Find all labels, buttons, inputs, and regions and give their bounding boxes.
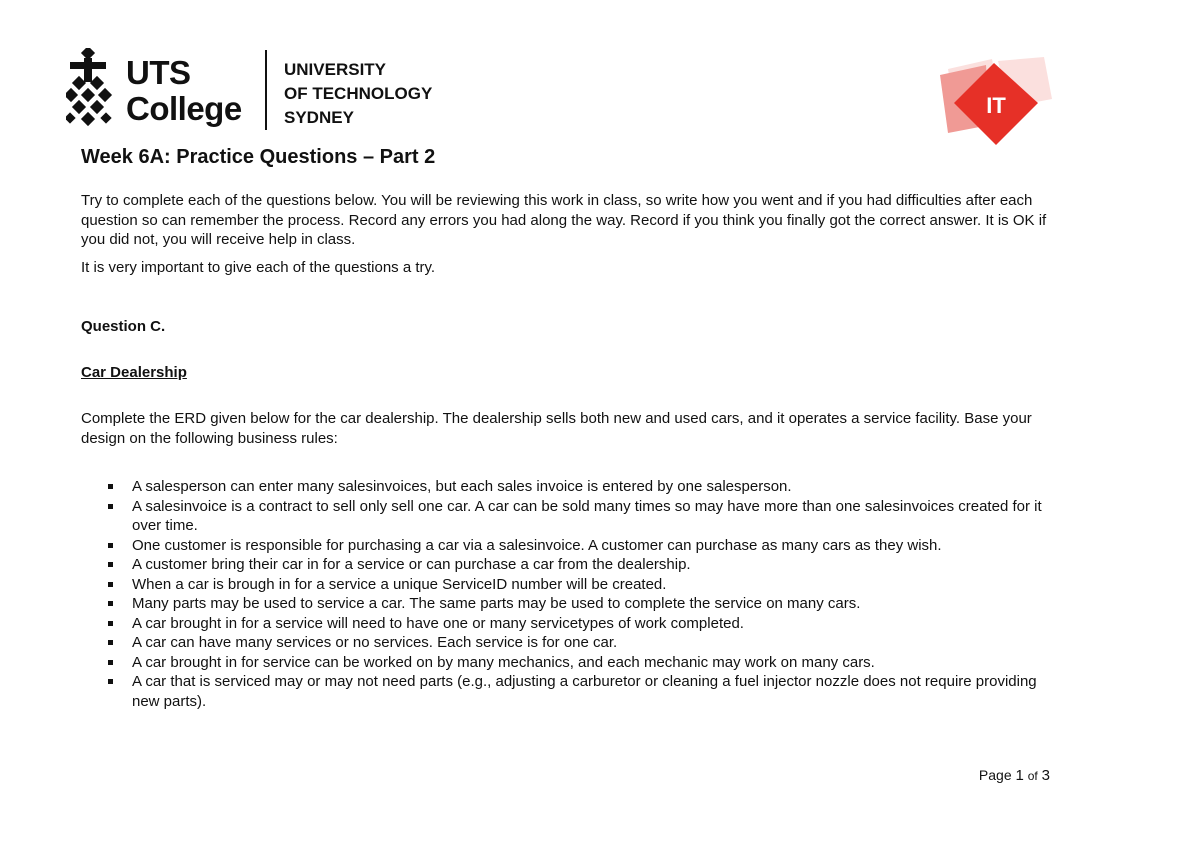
bullet-icon	[108, 679, 113, 684]
list-item	[81, 672, 1056, 711]
bullet-icon	[108, 660, 113, 665]
rule-text: A customer bring their car in for a service or can purchase a car from the dealership.	[132, 556, 691, 573]
it-badge-logo	[938, 55, 1054, 147]
university-line-2: OF TECHNOLOGY	[284, 84, 433, 103]
bullet-icon	[108, 582, 113, 587]
bullet-icon	[108, 621, 113, 626]
uts-college-crest-icon	[66, 48, 114, 132]
page-current: 1	[1015, 767, 1024, 784]
rule-text: When a car is brough in for a service a unique ServiceID number will be created.	[132, 575, 667, 593]
university-line-1: UNIVERSITY	[284, 60, 387, 79]
logo-divider	[265, 50, 267, 130]
description-paragraph: Complete the ERD given below for the car dealership. The dealership sells both new and used cars, and it operates a service facility. Base your design on the following business rules:	[81, 410, 1032, 447]
page-number	[960, 767, 1050, 784]
rule-text: One customer is responsible for purchasing a car via a salesinvoice. A customer can purchase as many cars as they wish.	[132, 536, 942, 554]
bullet-icon	[108, 562, 113, 567]
business-rules-list	[81, 477, 1056, 711]
rule-text: A car can have many services or no services. Each service is for one car.	[132, 634, 618, 651]
rule-text: A car brought in for service can be worked on by many mechanics, and each mechanic may work on many cars.	[132, 653, 875, 671]
list-item	[81, 575, 1056, 595]
page-of: of	[1027, 769, 1038, 783]
page-title: Week 6A: Practice Questions – Part 2	[81, 146, 436, 168]
bullet-icon	[108, 504, 113, 509]
bullet-icon	[108, 640, 113, 645]
rule-text: A car that is serviced may or may not need parts (e.g., adjusting a carburetor or cleaning a fuel injector nozzle does not require providing new parts).	[132, 673, 1037, 710]
list-item	[81, 594, 1056, 614]
logo-uts-text: UTS	[126, 54, 191, 91]
section-title: Car Dealership	[81, 364, 187, 381]
intro-paragraph-2: It is very important to give each of the questions a try.	[81, 259, 436, 276]
logo-college-text: College	[126, 90, 242, 127]
list-item	[81, 614, 1056, 634]
list-item	[81, 653, 1056, 673]
list-item	[81, 477, 1056, 497]
rule-text: Many parts may be used to service a car. The same parts may be used to complete the service on many cars.	[132, 595, 861, 612]
rule-text: A car brought in for a service will need to have one or many servicetypes of work completed.	[132, 614, 744, 632]
uts-college-logo	[66, 48, 466, 134]
page-total: 3	[1041, 767, 1050, 784]
university-line-3: SYDNEY	[284, 108, 354, 127]
bullet-icon	[108, 601, 113, 606]
question-label: Question C.	[81, 318, 166, 335]
bullet-icon	[108, 484, 113, 489]
list-item	[81, 536, 1056, 556]
rule-text: A salesinvoice is a contract to sell only sell one car. A car can be sold many times so may have more than one salesinvoices created for it over time.	[132, 497, 1042, 534]
bullet-icon	[108, 543, 113, 548]
list-item	[81, 555, 1056, 575]
list-item	[81, 633, 1056, 653]
it-badge-text: IT	[986, 93, 1006, 118]
intro-paragraph: Try to complete each of the questions below. You will be reviewing this work in class, so write how you went and if you had difficulties after each question so can remember the process. Record any errors you had along the way. Record if you think you finally got the correct answer. It is OK if you did not, you will receive help in class.	[81, 192, 1047, 248]
page-word: Page	[978, 767, 1012, 783]
rule-text: A salesperson can enter many salesinvoices, but each sales invoice is entered by one salesperson.	[132, 478, 792, 495]
list-item	[81, 497, 1056, 536]
